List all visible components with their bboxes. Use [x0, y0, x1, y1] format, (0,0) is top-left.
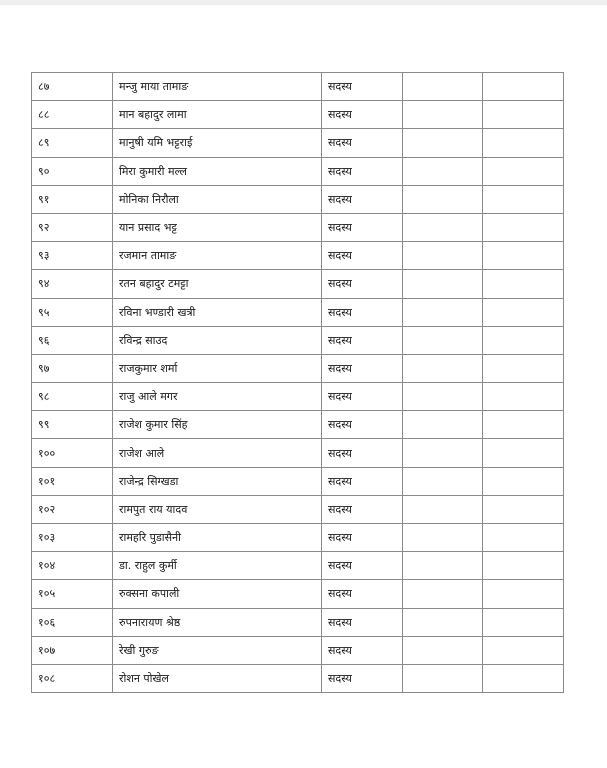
empty-cell — [403, 524, 483, 552]
member-name-cell: मानुषी यमि भट्टराई — [113, 129, 322, 157]
table-row — [32, 580, 564, 608]
empty-cell — [483, 185, 564, 213]
member-name-cell: मिरा कुमारी मल्ल — [113, 157, 322, 185]
member-role-cell: सदस्य — [322, 101, 403, 129]
serial-number-cell: ८९ — [32, 129, 113, 157]
table-row — [32, 524, 564, 552]
member-name-cell: यान प्रसाद भट्ट — [113, 213, 322, 241]
serial-number-cell: १०५ — [32, 580, 113, 608]
table-row — [32, 664, 564, 692]
table-row — [32, 383, 564, 411]
empty-cell — [403, 326, 483, 354]
empty-cell — [483, 439, 564, 467]
member-name-cell: रुक्सना कपाली — [113, 580, 322, 608]
empty-cell — [403, 580, 483, 608]
member-name-cell: राजेश कुमार सिंह — [113, 411, 322, 439]
serial-number-cell: ९२ — [32, 213, 113, 241]
table-row — [32, 157, 564, 185]
serial-number-cell: १०४ — [32, 552, 113, 580]
table-row — [32, 213, 564, 241]
empty-cell — [483, 213, 564, 241]
member-role-cell: सदस्य — [322, 524, 403, 552]
serial-number-cell: ९५ — [32, 298, 113, 326]
table-row — [32, 354, 564, 382]
empty-cell — [483, 524, 564, 552]
table-row — [32, 552, 564, 580]
member-role-cell: सदस्य — [322, 129, 403, 157]
empty-cell — [403, 157, 483, 185]
member-role-cell: सदस्य — [322, 326, 403, 354]
member-name-cell: डा. राहुल कुर्मी — [113, 552, 322, 580]
empty-cell — [403, 552, 483, 580]
empty-cell — [483, 157, 564, 185]
member-role-cell: सदस्य — [322, 73, 403, 101]
table-row — [32, 411, 564, 439]
serial-number-cell: ९९ — [32, 411, 113, 439]
table-row — [32, 242, 564, 270]
empty-cell — [483, 383, 564, 411]
member-role-cell: सदस्य — [322, 664, 403, 692]
member-name-cell: रोशन पोखेल — [113, 664, 322, 692]
table-row — [32, 101, 564, 129]
table-row — [32, 439, 564, 467]
member-name-cell: रविन्द्र साउद — [113, 326, 322, 354]
table-row — [32, 129, 564, 157]
member-name-cell: राजु आले मगर — [113, 383, 322, 411]
member-name-cell: मान बहादुर लामा — [113, 101, 322, 129]
member-role-cell: सदस्य — [322, 242, 403, 270]
table-row — [32, 73, 564, 101]
empty-cell — [483, 411, 564, 439]
serial-number-cell: ८७ — [32, 73, 113, 101]
member-name-cell: रतन बहादुर टमट्टा — [113, 270, 322, 298]
serial-number-cell: ९० — [32, 157, 113, 185]
serial-number-cell: ९१ — [32, 185, 113, 213]
serial-number-cell: १०७ — [32, 636, 113, 664]
empty-cell — [483, 552, 564, 580]
member-role-cell: सदस्य — [322, 636, 403, 664]
empty-cell — [483, 354, 564, 382]
member-role-cell: सदस्य — [322, 411, 403, 439]
empty-cell — [403, 467, 483, 495]
empty-cell — [403, 213, 483, 241]
members-table-body — [32, 73, 564, 693]
empty-cell — [483, 467, 564, 495]
member-role-cell: सदस्य — [322, 495, 403, 523]
serial-number-cell: ९८ — [32, 383, 113, 411]
member-name-cell: रामहरि पुडासैनी — [113, 524, 322, 552]
table-row — [32, 636, 564, 664]
empty-cell — [403, 129, 483, 157]
serial-number-cell: ८८ — [32, 101, 113, 129]
empty-cell — [403, 73, 483, 101]
member-name-cell: रामपुत राय यादव — [113, 495, 322, 523]
member-name-cell: मन्जु माया तामाङ — [113, 73, 322, 101]
member-name-cell: रुपनारायण श्रेष्ठ — [113, 608, 322, 636]
member-role-cell: सदस्य — [322, 213, 403, 241]
empty-cell — [403, 242, 483, 270]
empty-cell — [403, 101, 483, 129]
empty-cell — [483, 580, 564, 608]
empty-cell — [483, 73, 564, 101]
members-table — [31, 72, 564, 693]
empty-cell — [403, 608, 483, 636]
empty-cell — [403, 495, 483, 523]
member-role-cell: सदस्य — [322, 354, 403, 382]
empty-cell — [403, 439, 483, 467]
member-role-cell: सदस्य — [322, 580, 403, 608]
empty-cell — [483, 129, 564, 157]
member-role-cell: सदस्य — [322, 157, 403, 185]
empty-cell — [403, 636, 483, 664]
empty-cell — [483, 101, 564, 129]
serial-number-cell: ९३ — [32, 242, 113, 270]
empty-cell — [403, 354, 483, 382]
serial-number-cell: ९६ — [32, 326, 113, 354]
member-role-cell: सदस्य — [322, 439, 403, 467]
empty-cell — [403, 298, 483, 326]
serial-number-cell: ९४ — [32, 270, 113, 298]
empty-cell — [483, 495, 564, 523]
member-role-cell: सदस्य — [322, 552, 403, 580]
member-name-cell: राजेश आले — [113, 439, 322, 467]
member-name-cell: राजकुमार शर्मा — [113, 354, 322, 382]
empty-cell — [483, 298, 564, 326]
empty-cell — [483, 636, 564, 664]
member-name-cell: रविना भण्डारी खत्री — [113, 298, 322, 326]
member-role-cell: सदस्य — [322, 270, 403, 298]
member-name-cell: रजमान तामाङ — [113, 242, 322, 270]
serial-number-cell: १०२ — [32, 495, 113, 523]
table-row — [32, 326, 564, 354]
empty-cell — [483, 608, 564, 636]
table-row — [32, 608, 564, 636]
serial-number-cell: ९७ — [32, 354, 113, 382]
member-name-cell: राजेन्द्र सिग्खडा — [113, 467, 322, 495]
serial-number-cell: १०६ — [32, 608, 113, 636]
empty-cell — [403, 185, 483, 213]
member-name-cell: मोनिका निरौला — [113, 185, 322, 213]
empty-cell — [483, 326, 564, 354]
member-role-cell: सदस्य — [322, 467, 403, 495]
empty-cell — [403, 383, 483, 411]
member-name-cell: रेखी गुरुङ — [113, 636, 322, 664]
table-row — [32, 467, 564, 495]
member-role-cell: सदस्य — [322, 298, 403, 326]
empty-cell — [483, 664, 564, 692]
empty-cell — [483, 270, 564, 298]
member-role-cell: सदस्य — [322, 608, 403, 636]
serial-number-cell: १०१ — [32, 467, 113, 495]
table-row — [32, 495, 564, 523]
table-row — [32, 298, 564, 326]
member-role-cell: सदस्य — [322, 185, 403, 213]
empty-cell — [403, 664, 483, 692]
serial-number-cell: १०३ — [32, 524, 113, 552]
empty-cell — [403, 270, 483, 298]
serial-number-cell: १०० — [32, 439, 113, 467]
empty-cell — [403, 411, 483, 439]
empty-cell — [483, 242, 564, 270]
serial-number-cell: १०८ — [32, 664, 113, 692]
member-role-cell: सदस्य — [322, 383, 403, 411]
table-row — [32, 270, 564, 298]
table-row — [32, 185, 564, 213]
